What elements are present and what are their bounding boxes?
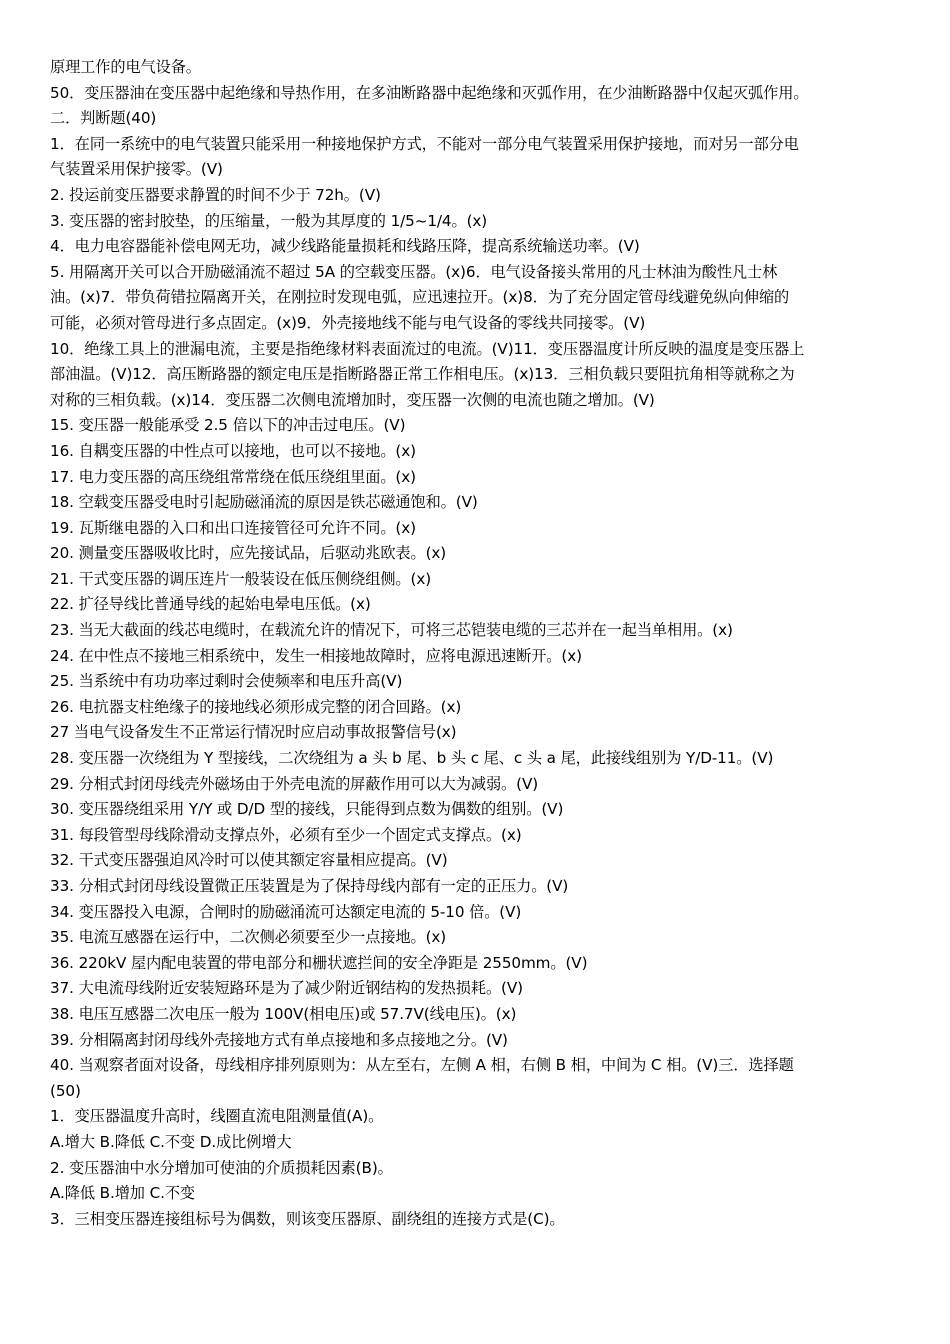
text-line: 3. 变压器的密封胶垫，的压缩量，一般为其厚度的 1/5~1/4。(x) — [50, 211, 488, 230]
text-line: 29. 分相式封闭母线壳外磁场由于外壳电流的屏蔽作用可以大为减弱。(V) — [50, 774, 539, 793]
text-line: 10．绝缘工具上的泄漏电流，主要是指绝缘材料表面流过的电流。(V)11．变压器温度计所反映的温度是变压器上 — [50, 339, 805, 358]
text-line: 38. 电压互感器二次电压一般为 100V(相电压)或 57.7V(线电压)。(x) — [50, 1004, 517, 1023]
text-line: 39. 分相隔离封闭母线外壳接地方式有单点接地和多点接地之分。(V) — [50, 1030, 508, 1049]
text-line: 21. 干式变压器的调压连片一般装设在低压侧绕组侧。(x) — [50, 569, 432, 588]
text-line: 35. 电流互感器在运行中，二次侧必须要至少一点接地。(x) — [50, 928, 447, 947]
text-line: 40. 当观察者面对设备，母线相序排列原则为：从左至右，左侧 A 相，右侧 B 相，中间为 C 相。(V)三．选择题 — [50, 1056, 794, 1075]
text-line: 18. 空载变压器受电时引起励磁涌流的原因是铁芯磁通饱和。(V) — [50, 493, 478, 512]
text-line: 22. 扩径导线比普通导线的起始电晕电压低。(x) — [50, 595, 371, 614]
text-line: 33. 分相式封闭母线设置微正压装置是为了保持母线内部有一定的正压力。(V) — [50, 877, 569, 895]
text-line: 28. 变压器一次绕组为 Y 型接线，二次绕组为 a 头 b 尾、b 头 c 尾、c 头 a 尾，此接线组别为 Y/D-11。(V) — [50, 749, 774, 768]
text-line: 23. 当无大截面的线芯电缆时，在载流允许的情况下，可将三芯铠装电缆的三芯并在一起当单相用。(x) — [50, 621, 733, 640]
text-line: A.降低 B.增加 C.不变 — [50, 1184, 196, 1203]
text-line: 可能，必须对管母进行多点固定。(x)9．外壳接地线不能与电气设备的零线共同接零。(V) — [50, 313, 646, 332]
text-line: 27 当电气设备发生不正常运行情况时应启动事故报警信号(x) — [50, 723, 457, 742]
text-line: 15. 变压器一般能承受 2.5 倍以下的冲击过电压。(V) — [50, 416, 406, 435]
text-line: 24. 在中性点不接地三相系统中，发生一相接地故障时，应将电源迅速断开。(x) — [50, 646, 582, 665]
text-line: A.增大 B.降低 C.不变 D.成比例增大 — [50, 1132, 292, 1151]
text-line: 油。(x)7．带负荷错拉隔离开关，在刚拉时发现电弧，应迅速拉开。(x)8．为了充分固定管母线避免纵向伸缩的 — [50, 288, 790, 307]
text-line: 5. 用隔离开关可以合开励磁涌流不超过 5A 的空载变压器。(x)6．电气设备接头常用的凡士林油为酸性凡士林 — [50, 262, 778, 281]
text-line: 2. 变压器油中水分增加可使油的介质损耗因素(B)。 — [50, 1158, 393, 1177]
text-line: 1．变压器温度升高时，线圈直流电阻测量值(A)。 — [50, 1107, 384, 1126]
text-line: 50．变压器油在变压器中起绝缘和导热作用，在多油断路器中起绝缘和灭弧作用，在少油断路器中仅起灭弧作用。 — [50, 83, 809, 102]
text-line: 37. 大电流母线附近安装短路环是为了减少附近钢结构的发热损耗。(V) — [50, 979, 523, 998]
text-line: 17. 电力变压器的高压绕组常常绕在低压绕组里面。(x) — [50, 467, 416, 486]
text-line: 3．三相变压器连接组标号为偶数，则该变压器原、副绕组的连接方式是(C)。 — [50, 1209, 565, 1228]
text-line: 25. 当系统中有功功率过剩时会使频率和电压升高(V) — [50, 672, 403, 691]
text-line: 原理工作的电气设备。 — [50, 58, 201, 76]
text-line: 对称的三相负载。(x)14．变压器二次侧电流增加时，变压器一次侧的电流也随之增加。(V) — [50, 390, 655, 409]
text-line: 34. 变压器投入电源，合闸时的励磁涌流可达额定电流的 5-10 倍。(V) — [50, 902, 522, 921]
text-line: 32. 干式变压器强迫风冷时可以使其额定容量相应提高。(V) — [50, 851, 448, 870]
text-line: 2. 投运前变压器要求静置的时间不少于 72h。(V) — [50, 185, 381, 204]
text-line: 4．电力电容器能补偿电网无功，减少线路能量损耗和线路压降，提高系统输送功率。(V) — [50, 237, 640, 256]
text-line: 气装置采用保护接零。(V) — [50, 160, 223, 179]
text-line: 1．在同一系统中的电气装置只能采用一种接地保护方式，不能对一部分电气装置采用保护接地，而对另一部分电 — [50, 134, 799, 153]
text-line: 部油温。(V)12．高压断路器的额定电压是指断路器正常工作相电压。(x)13．三相负载只要阻抗角相等就称之为 — [50, 365, 795, 384]
section-heading: 二．判断题(40) — [50, 109, 157, 128]
text-line: 31. 每段管型母线除滑动支撑点外，必须有至少一个固定式支撑点。(x) — [50, 825, 522, 844]
text-line: 20. 测量变压器吸收比时，应先接试品，后驱动兆欧表。(x) — [50, 544, 447, 563]
text-line: 30. 变压器绕组采用 Y/Y 或 D/D 型的接线，只能得到点数为偶数的组别。(V) — [50, 800, 564, 819]
text-line: 16. 自耦变压器的中性点可以接地，也可以不接地。(x) — [50, 441, 416, 460]
text-line: 26. 电抗器支柱绝缘子的接地线必须形成完整的闭合回路。(x) — [50, 697, 462, 716]
text-line: 19. 瓦斯继电器的入口和出口连接管径可允许不同。(x) — [50, 518, 416, 537]
text-line: 36. 220kV 屋内配电装置的带电部分和栅状遮拦间的安全净距是 2550mm。(V) — [50, 953, 588, 972]
text-line: (50) — [50, 1081, 81, 1100]
